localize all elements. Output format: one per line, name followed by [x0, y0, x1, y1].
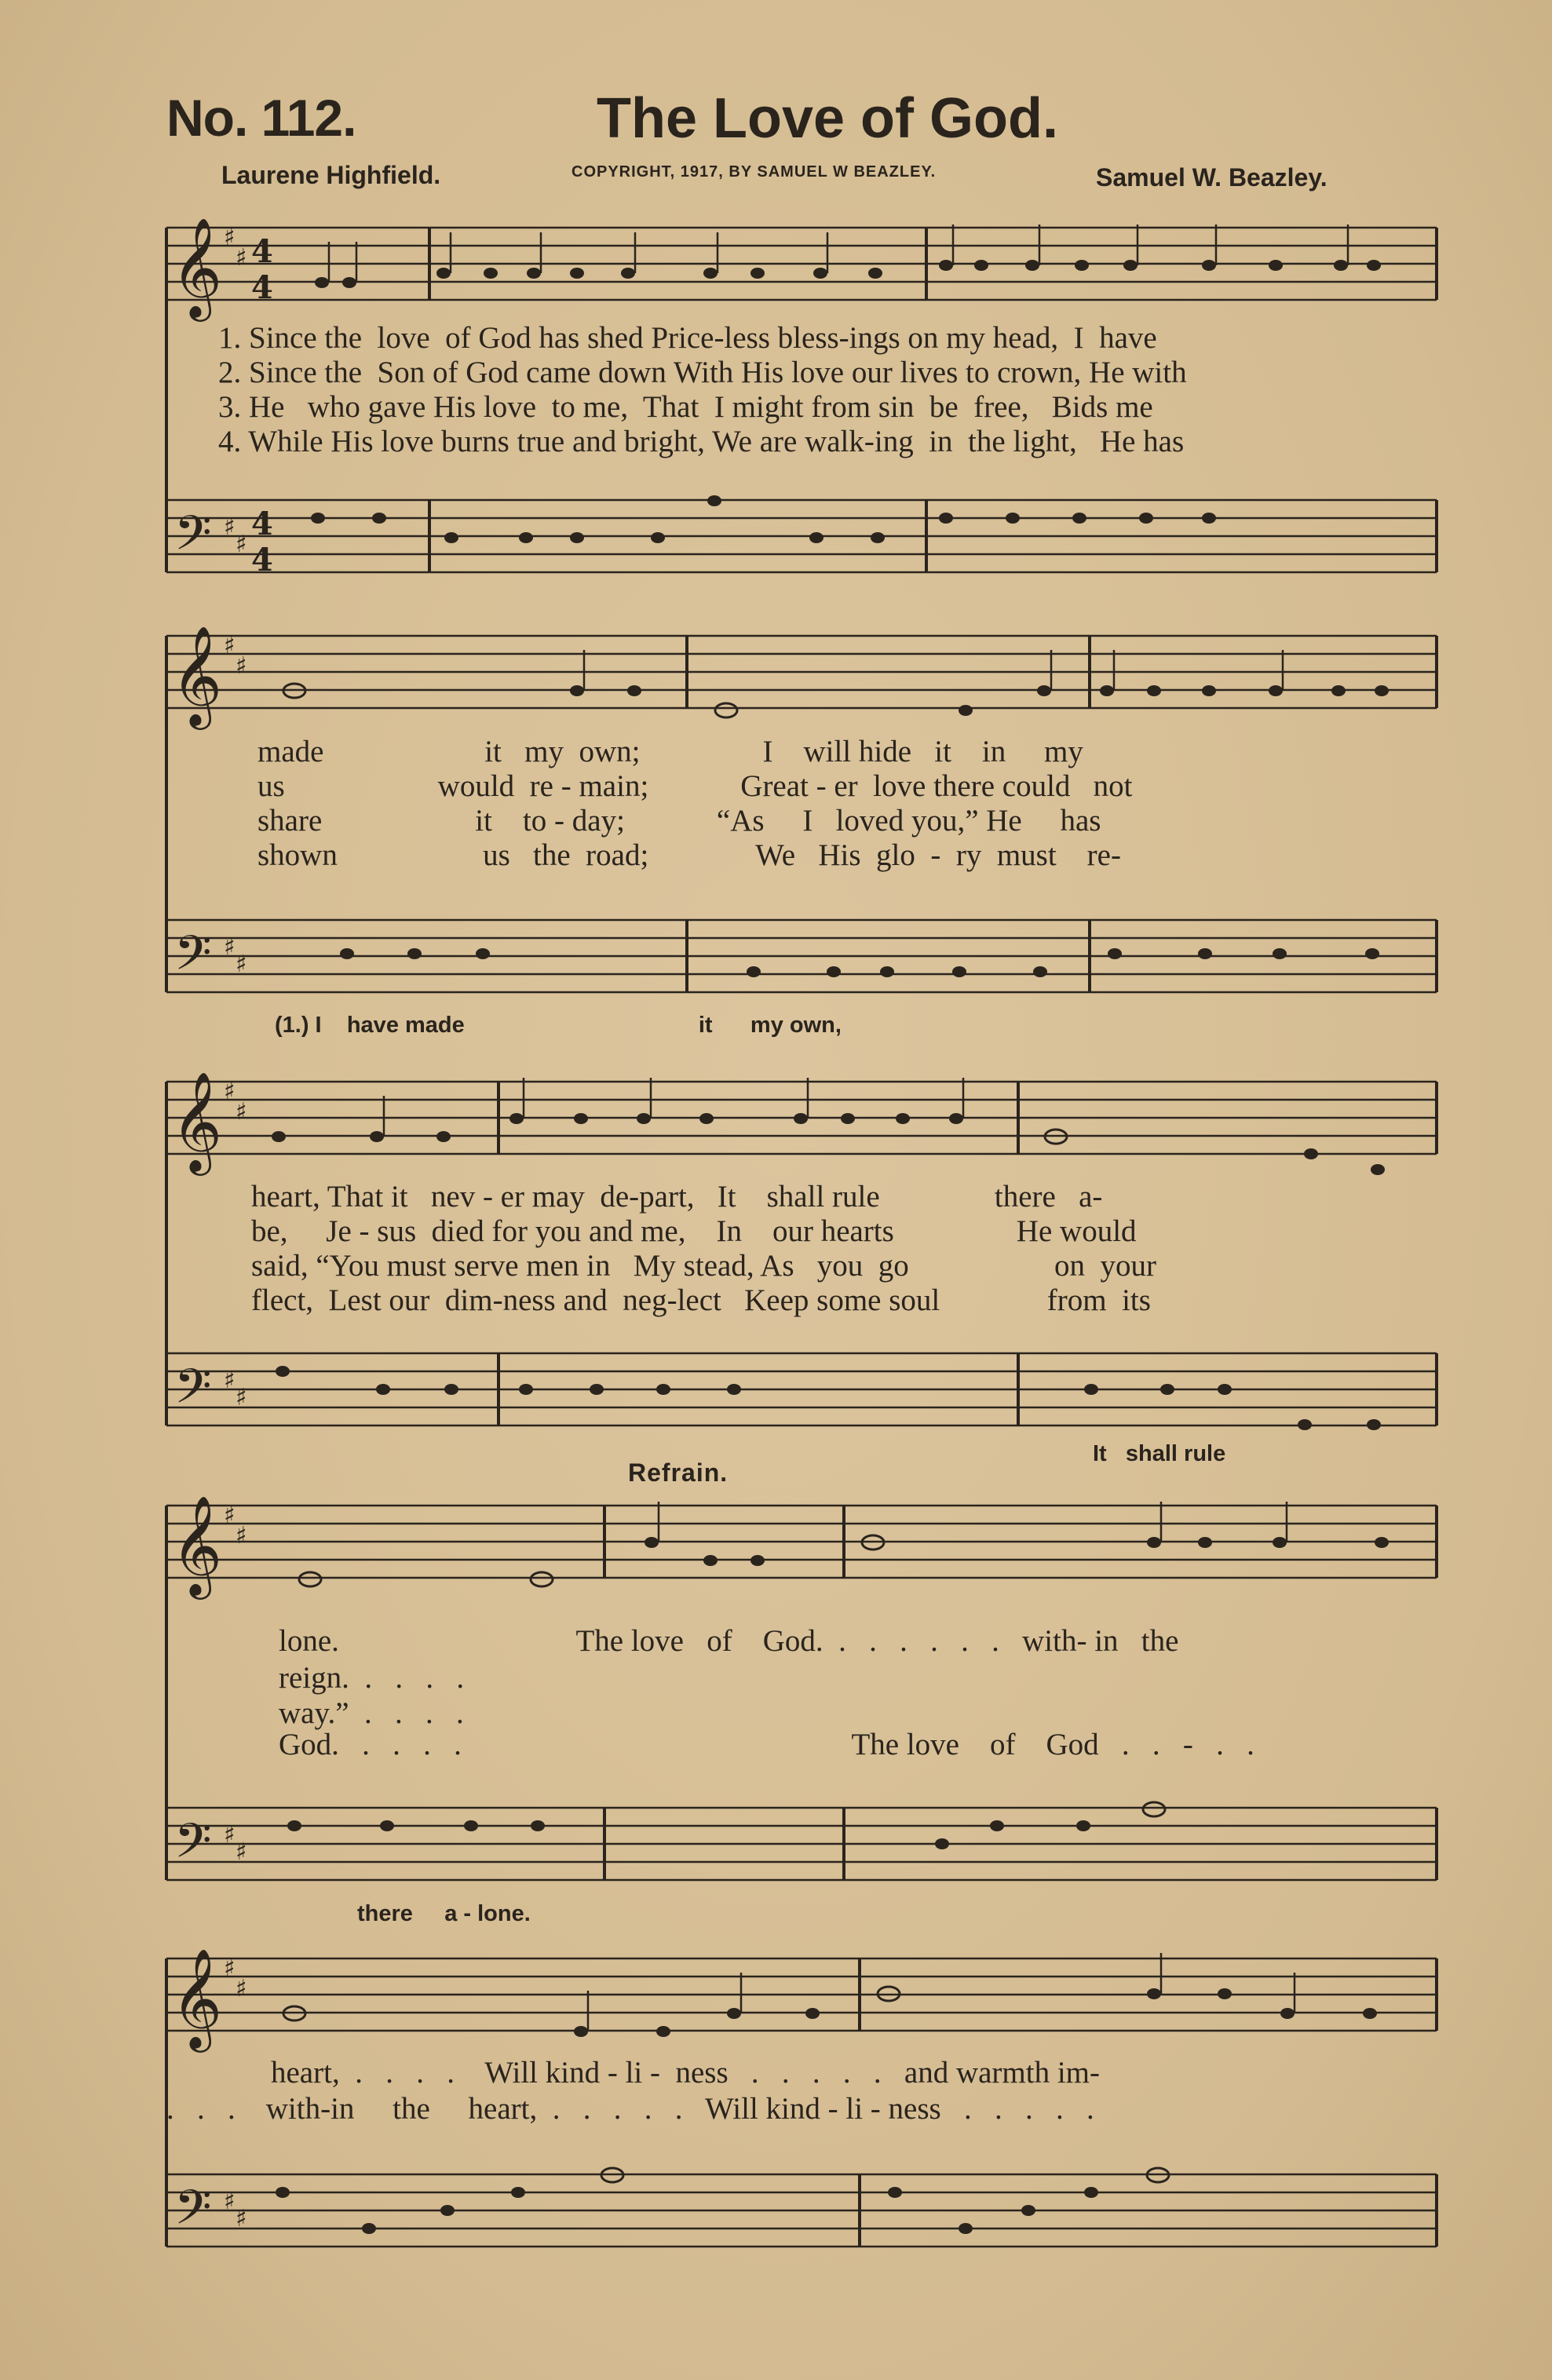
- s1-verse4: 4. While His love burns true and bright, We are walk-ing in the light, He has: [218, 425, 1185, 458]
- hymn-composer: Samuel W. Beazley.: [1096, 163, 1327, 192]
- s3-verse3: said, “You must serve men in My stead, As you go on your: [251, 1249, 1156, 1283]
- hymn-number: No. 112.: [166, 89, 356, 147]
- s2-verse2: us would re - main; Great - er love there could not: [257, 769, 1133, 803]
- svg-text:4: 4: [251, 542, 273, 579]
- svg-text:♯: ♯: [236, 1098, 247, 1126]
- svg-text:♯: ♯: [224, 1955, 236, 1982]
- svg-text:𝄢: 𝄢: [174, 1813, 212, 1881]
- s2-bass-notes: [340, 948, 1379, 977]
- s5-line2: . . . with-in the heart, . . . . . Will kind - li - ness . . . . .: [166, 2092, 1094, 2126]
- hymn-author: Laurene Highfield.: [221, 161, 441, 189]
- svg-text:𝄞: 𝄞: [171, 217, 223, 317]
- svg-text:𝄢: 𝄢: [174, 1359, 212, 1426]
- system5-treble-staff: [166, 1958, 1437, 2031]
- s1-verse1: 1. Since the love of God has shed Price-less bless-ings on my head, I have: [218, 321, 1157, 355]
- svg-text:♯: ♯: [224, 224, 236, 251]
- svg-text:♯: ♯: [224, 513, 236, 541]
- svg-text:♯: ♯: [224, 632, 236, 659]
- svg-text:𝄞: 𝄞: [171, 1495, 223, 1595]
- system1-bass-staff: [166, 500, 1437, 572]
- svg-text:♯: ♯: [236, 244, 247, 272]
- svg-text:𝄞: 𝄞: [171, 625, 223, 725]
- s4-line3: way.” . . . .: [279, 1696, 464, 1730]
- s3-verse1: heart, That it nev - er may de-part, It shall rule there a-: [251, 1180, 1103, 1214]
- svg-text:♯: ♯: [224, 1502, 236, 1529]
- s3-verse4: flect, Lest our dim-ness and neg-lect Keep some soul from its: [251, 1283, 1151, 1317]
- refrain-label: Refrain.: [628, 1458, 729, 1487]
- s3-verse2: be, Je - sus died for you and me, In our hearts He would: [251, 1214, 1137, 1248]
- s2-treble-notes: [283, 684, 1389, 717]
- svg-text:♯: ♯: [224, 1367, 236, 1394]
- system2-treble-staff: [166, 636, 1437, 708]
- svg-text:♯: ♯: [236, 652, 247, 680]
- svg-text:4: 4: [251, 233, 273, 270]
- s4-line1: lone. The love of God. . . . . . . with- in the: [279, 1624, 1179, 1658]
- s5-line1: heart, . . . . Will kind - li - ness . . . . . and warmth im-: [271, 2056, 1100, 2090]
- s1-verse2: 2. Since the Son of God came down With His love our lives to crown, He with: [218, 356, 1187, 389]
- svg-text:♯: ♯: [224, 933, 236, 961]
- svg-text:♯: ♯: [236, 951, 247, 978]
- s2-bass-words: (1.) I have made it my own,: [275, 1013, 842, 1038]
- s2-verse4: shown us the road; We His glo - ry must re-: [257, 838, 1121, 872]
- s3-treble-notes: [272, 1113, 1385, 1175]
- s2-verse1: made it my own; I will hide it in my: [257, 735, 1083, 768]
- s5-bass-notes: [276, 2168, 1169, 2234]
- hymn-title: The Love of God.: [597, 87, 1058, 150]
- svg-text:4: 4: [251, 506, 273, 542]
- s3-bass-notes: [276, 1366, 1381, 1430]
- svg-text:𝄞: 𝄞: [171, 1071, 223, 1171]
- svg-text:♯: ♯: [236, 2205, 247, 2232]
- s4-line2: reign. . . . .: [279, 1661, 465, 1695]
- system4-bass-staff: [166, 1808, 1437, 1880]
- s3-bass-words: It shall rule: [1093, 1441, 1226, 1466]
- system4-treble-staff: [166, 1506, 1437, 1578]
- system3-bass-staff: [166, 1353, 1437, 1425]
- svg-text:♯: ♯: [236, 531, 247, 558]
- svg-text:𝄢: 𝄢: [174, 925, 212, 993]
- svg-text:𝄢: 𝄢: [174, 506, 212, 573]
- system2-bass-staff: [166, 920, 1437, 992]
- svg-text:♯: ♯: [236, 1838, 247, 1866]
- svg-text:𝄢: 𝄢: [174, 2180, 212, 2247]
- svg-text:♯: ♯: [236, 1975, 247, 2002]
- s4-bass-words: there a - lone.: [357, 1901, 531, 1926]
- svg-text:♯: ♯: [236, 1522, 247, 1550]
- svg-text:♯: ♯: [224, 1821, 236, 1849]
- s2-verse3: share it to - day; “As I loved you,” He has: [257, 804, 1101, 838]
- svg-text:𝄞: 𝄞: [171, 1947, 223, 2048]
- s1-verse3: 3. He who gave His love to me, That I might from sin be free, Bids me: [218, 390, 1153, 424]
- svg-text:♯: ♯: [224, 2188, 236, 2215]
- svg-text:♯: ♯: [236, 1384, 247, 1411]
- hymn-copyright: COPYRIGHT, 1917, BY SAMUEL W BEAZLEY.: [572, 163, 937, 181]
- svg-text:4: 4: [251, 269, 273, 306]
- svg-text:♯: ♯: [224, 1078, 236, 1105]
- s4-line4: God. . . . . The love of God . . - . .: [279, 1728, 1254, 1761]
- system5-bass-staff: [166, 2174, 1437, 2247]
